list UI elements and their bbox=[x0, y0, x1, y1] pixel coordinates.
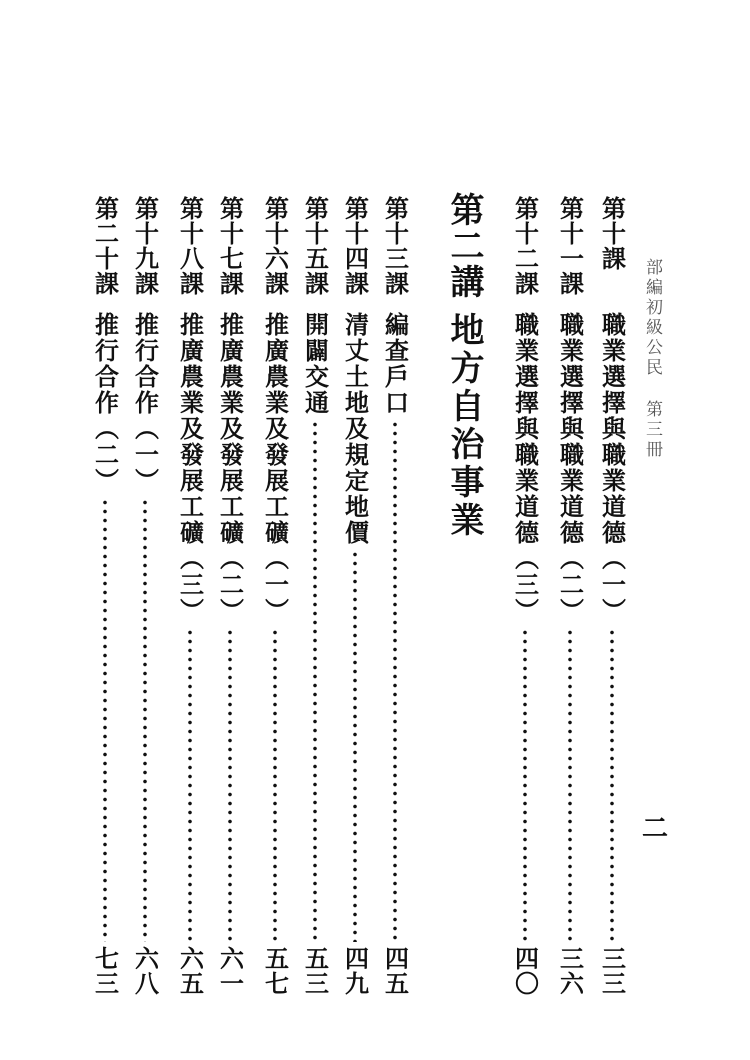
lesson-title: 開闢交通 bbox=[300, 312, 330, 416]
lesson-label: 第十二課 bbox=[510, 196, 540, 296]
dot-leader bbox=[610, 628, 614, 942]
lesson-title: 推廣農業及發展工礦（一） bbox=[260, 312, 290, 624]
toc-entry bbox=[378, 196, 412, 996]
page-number: 二 bbox=[642, 814, 669, 844]
toc-entry bbox=[258, 196, 292, 996]
lesson-label: 第十一課 bbox=[555, 196, 585, 296]
lesson-label: 第二十課 bbox=[90, 196, 120, 296]
lesson-title: 職業選擇與職業道德（三） bbox=[510, 312, 540, 624]
lesson-title: 職業選擇與職業道德（一） bbox=[597, 312, 627, 624]
lesson-title: 職業選擇與職業道德（二） bbox=[555, 312, 585, 624]
lesson-label: 第十八課 bbox=[175, 196, 205, 296]
dot-leader bbox=[273, 628, 277, 942]
toc-entry bbox=[128, 196, 162, 996]
dot-leader bbox=[143, 498, 147, 942]
dot-leader bbox=[188, 628, 192, 942]
dot-leader bbox=[313, 420, 317, 942]
volume-label: 第三冊 bbox=[642, 400, 662, 460]
section-label: 第二講 bbox=[444, 192, 484, 300]
toc-entry bbox=[213, 196, 247, 996]
lesson-page: 四九 bbox=[340, 946, 370, 996]
toc-entry bbox=[508, 196, 542, 996]
lesson-page: 三六 bbox=[555, 946, 585, 996]
toc-entry bbox=[595, 196, 629, 996]
lesson-page: 五三 bbox=[300, 946, 330, 996]
lesson-page: 六五 bbox=[175, 946, 205, 996]
running-header bbox=[640, 258, 665, 460]
toc-entry bbox=[88, 196, 122, 996]
lesson-page: 五七 bbox=[260, 946, 290, 996]
lesson-title: 推廣農業及發展工礦（二） bbox=[215, 312, 245, 624]
lesson-page: 六八 bbox=[130, 946, 160, 996]
lesson-label: 第十課 bbox=[597, 196, 627, 271]
lesson-title: 推行合作（二） bbox=[90, 312, 120, 494]
lesson-page: 四五 bbox=[380, 946, 410, 996]
toc-entry bbox=[298, 196, 332, 996]
dot-leader bbox=[228, 628, 232, 942]
section-heading bbox=[440, 192, 489, 540]
lesson-page: 四〇 bbox=[510, 946, 540, 996]
lesson-label: 第十五課 bbox=[300, 196, 330, 296]
lesson-label: 第十七課 bbox=[215, 196, 245, 296]
dot-leader bbox=[353, 550, 357, 942]
toc-entry bbox=[173, 196, 207, 996]
dot-leader bbox=[523, 628, 527, 942]
dot-leader bbox=[103, 498, 107, 942]
lesson-title: 編查戶口 bbox=[380, 312, 410, 416]
lesson-label: 第十三課 bbox=[380, 196, 410, 296]
lesson-page: 三三 bbox=[597, 946, 627, 996]
lesson-label: 第十九課 bbox=[130, 196, 160, 296]
lesson-title: 推廣農業及發展工礦（三） bbox=[175, 312, 205, 624]
lesson-label: 第十六課 bbox=[260, 196, 290, 296]
toc-entry bbox=[553, 196, 587, 996]
lesson-label: 第十四課 bbox=[340, 196, 370, 296]
dot-leader bbox=[568, 628, 572, 942]
lesson-title: 推行合作（一） bbox=[130, 312, 160, 494]
section-title: 地方自治事業 bbox=[444, 312, 484, 540]
lesson-page: 六一 bbox=[215, 946, 245, 996]
dot-leader bbox=[393, 420, 397, 942]
book-title: 部編初級公民 bbox=[642, 258, 662, 378]
toc-entry bbox=[338, 196, 372, 996]
lesson-title: 清丈土地及規定地價 bbox=[340, 312, 370, 546]
lesson-page: 七三 bbox=[90, 946, 120, 996]
